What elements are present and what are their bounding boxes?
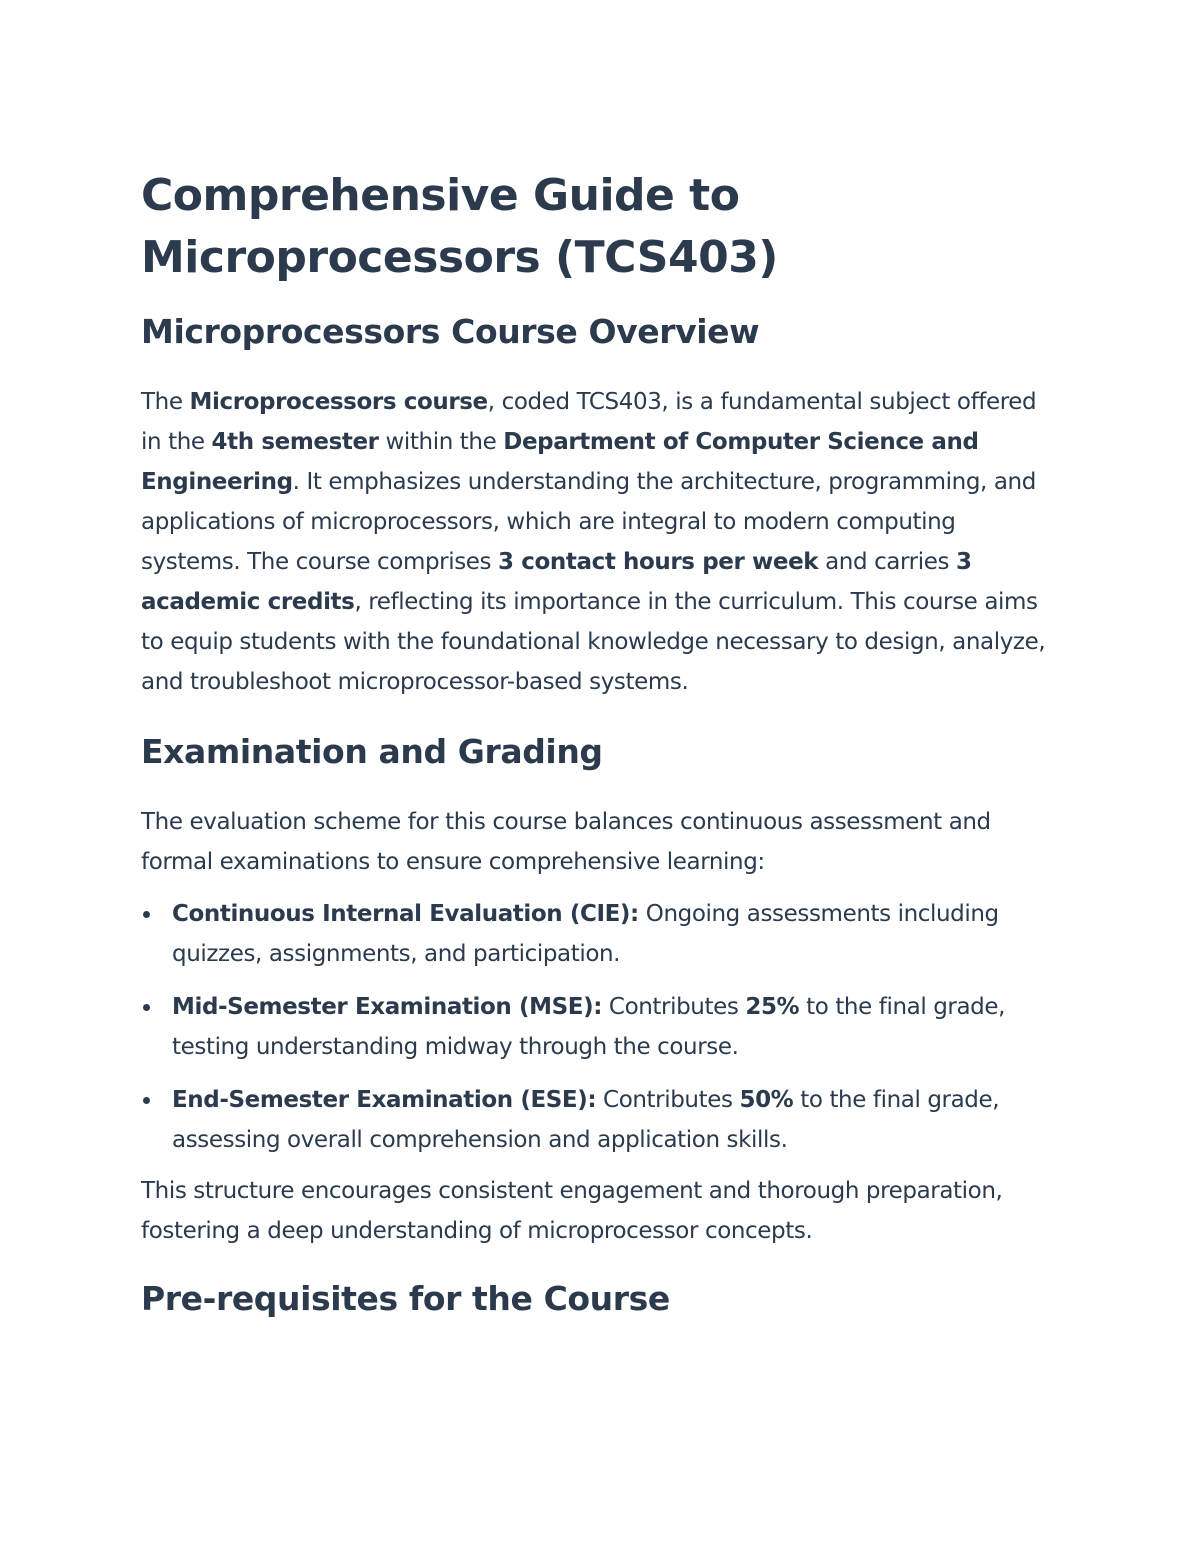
list-item	[141, 1080, 1060, 1160]
list-item-text: to the final grade, assessing overall comprehension and application skills.	[172, 1087, 1000, 1153]
overview-bold-semester: 4th semester	[211, 429, 379, 455]
list-item	[141, 987, 1060, 1067]
overview-text: The	[141, 389, 190, 415]
list-item-text: to the final grade, testing understanding midway through the course.	[172, 994, 1006, 1060]
overview-text: within the	[378, 429, 504, 455]
list-item-percent: 25%	[745, 994, 800, 1020]
page-title: Comprehensive Guide to Microprocessors (TCS403)	[141, 170, 778, 283]
overview-bold-department: Department of Computer Science and Engineering	[141, 429, 979, 495]
overview-text: , reflecting its importance in the curriculum. This course aims to equip students with the foundational knowledge necessary to design, analyze, and troubleshoot microprocessor-based systems.	[141, 589, 1046, 695]
list-item-label: End-Semester Examination (ESE):	[172, 1087, 597, 1113]
section-heading-overview: Microprocessors Course Overview	[141, 312, 760, 351]
overview-paragraph	[141, 382, 1060, 702]
section-heading-exam: Examination and Grading	[141, 732, 603, 771]
overview-bold-hours: 3 contact hours per week	[498, 549, 819, 575]
list-item-label: Continuous Internal Evaluation (CIE):	[172, 901, 639, 927]
overview-bold-course: Microprocessors course	[189, 389, 488, 415]
list-item-text: Ongoing assessments including quizzes, assignments, and participation.	[172, 901, 999, 967]
bullet-icon	[143, 1097, 150, 1104]
bullet-icon	[143, 1004, 150, 1011]
exam-list	[141, 894, 1060, 1160]
list-item-text: Contributes	[596, 1087, 740, 1113]
list-item-percent: 50%	[739, 1087, 794, 1113]
bullet-icon	[143, 911, 150, 918]
exam-closing-paragraph: This structure encourages consistent engagement and thorough preparation, fostering a deep understanding of microprocessor concepts.	[141, 1178, 1003, 1244]
overview-text: and carries	[818, 549, 956, 575]
list-item	[141, 894, 1060, 974]
overview-text: . It emphasizes understanding the architecture, programming, and applications of microprocessors, which are integral to modern computing systems. The course comprises	[141, 469, 1036, 575]
section-heading-prerequisites: Pre-requisites for the Course	[141, 1279, 670, 1318]
list-item-label: Mid-Semester Examination (MSE):	[172, 994, 603, 1020]
overview-text: , coded TCS403, is a fundamental subject offered in the	[141, 389, 1037, 455]
overview-bold-credits: 3 academic credits	[141, 549, 972, 615]
exam-intro-paragraph: The evaluation scheme for this course balances continuous assessment and formal examinations to ensure comprehensive learning:	[141, 809, 991, 875]
list-item-text: Contributes	[602, 994, 746, 1020]
